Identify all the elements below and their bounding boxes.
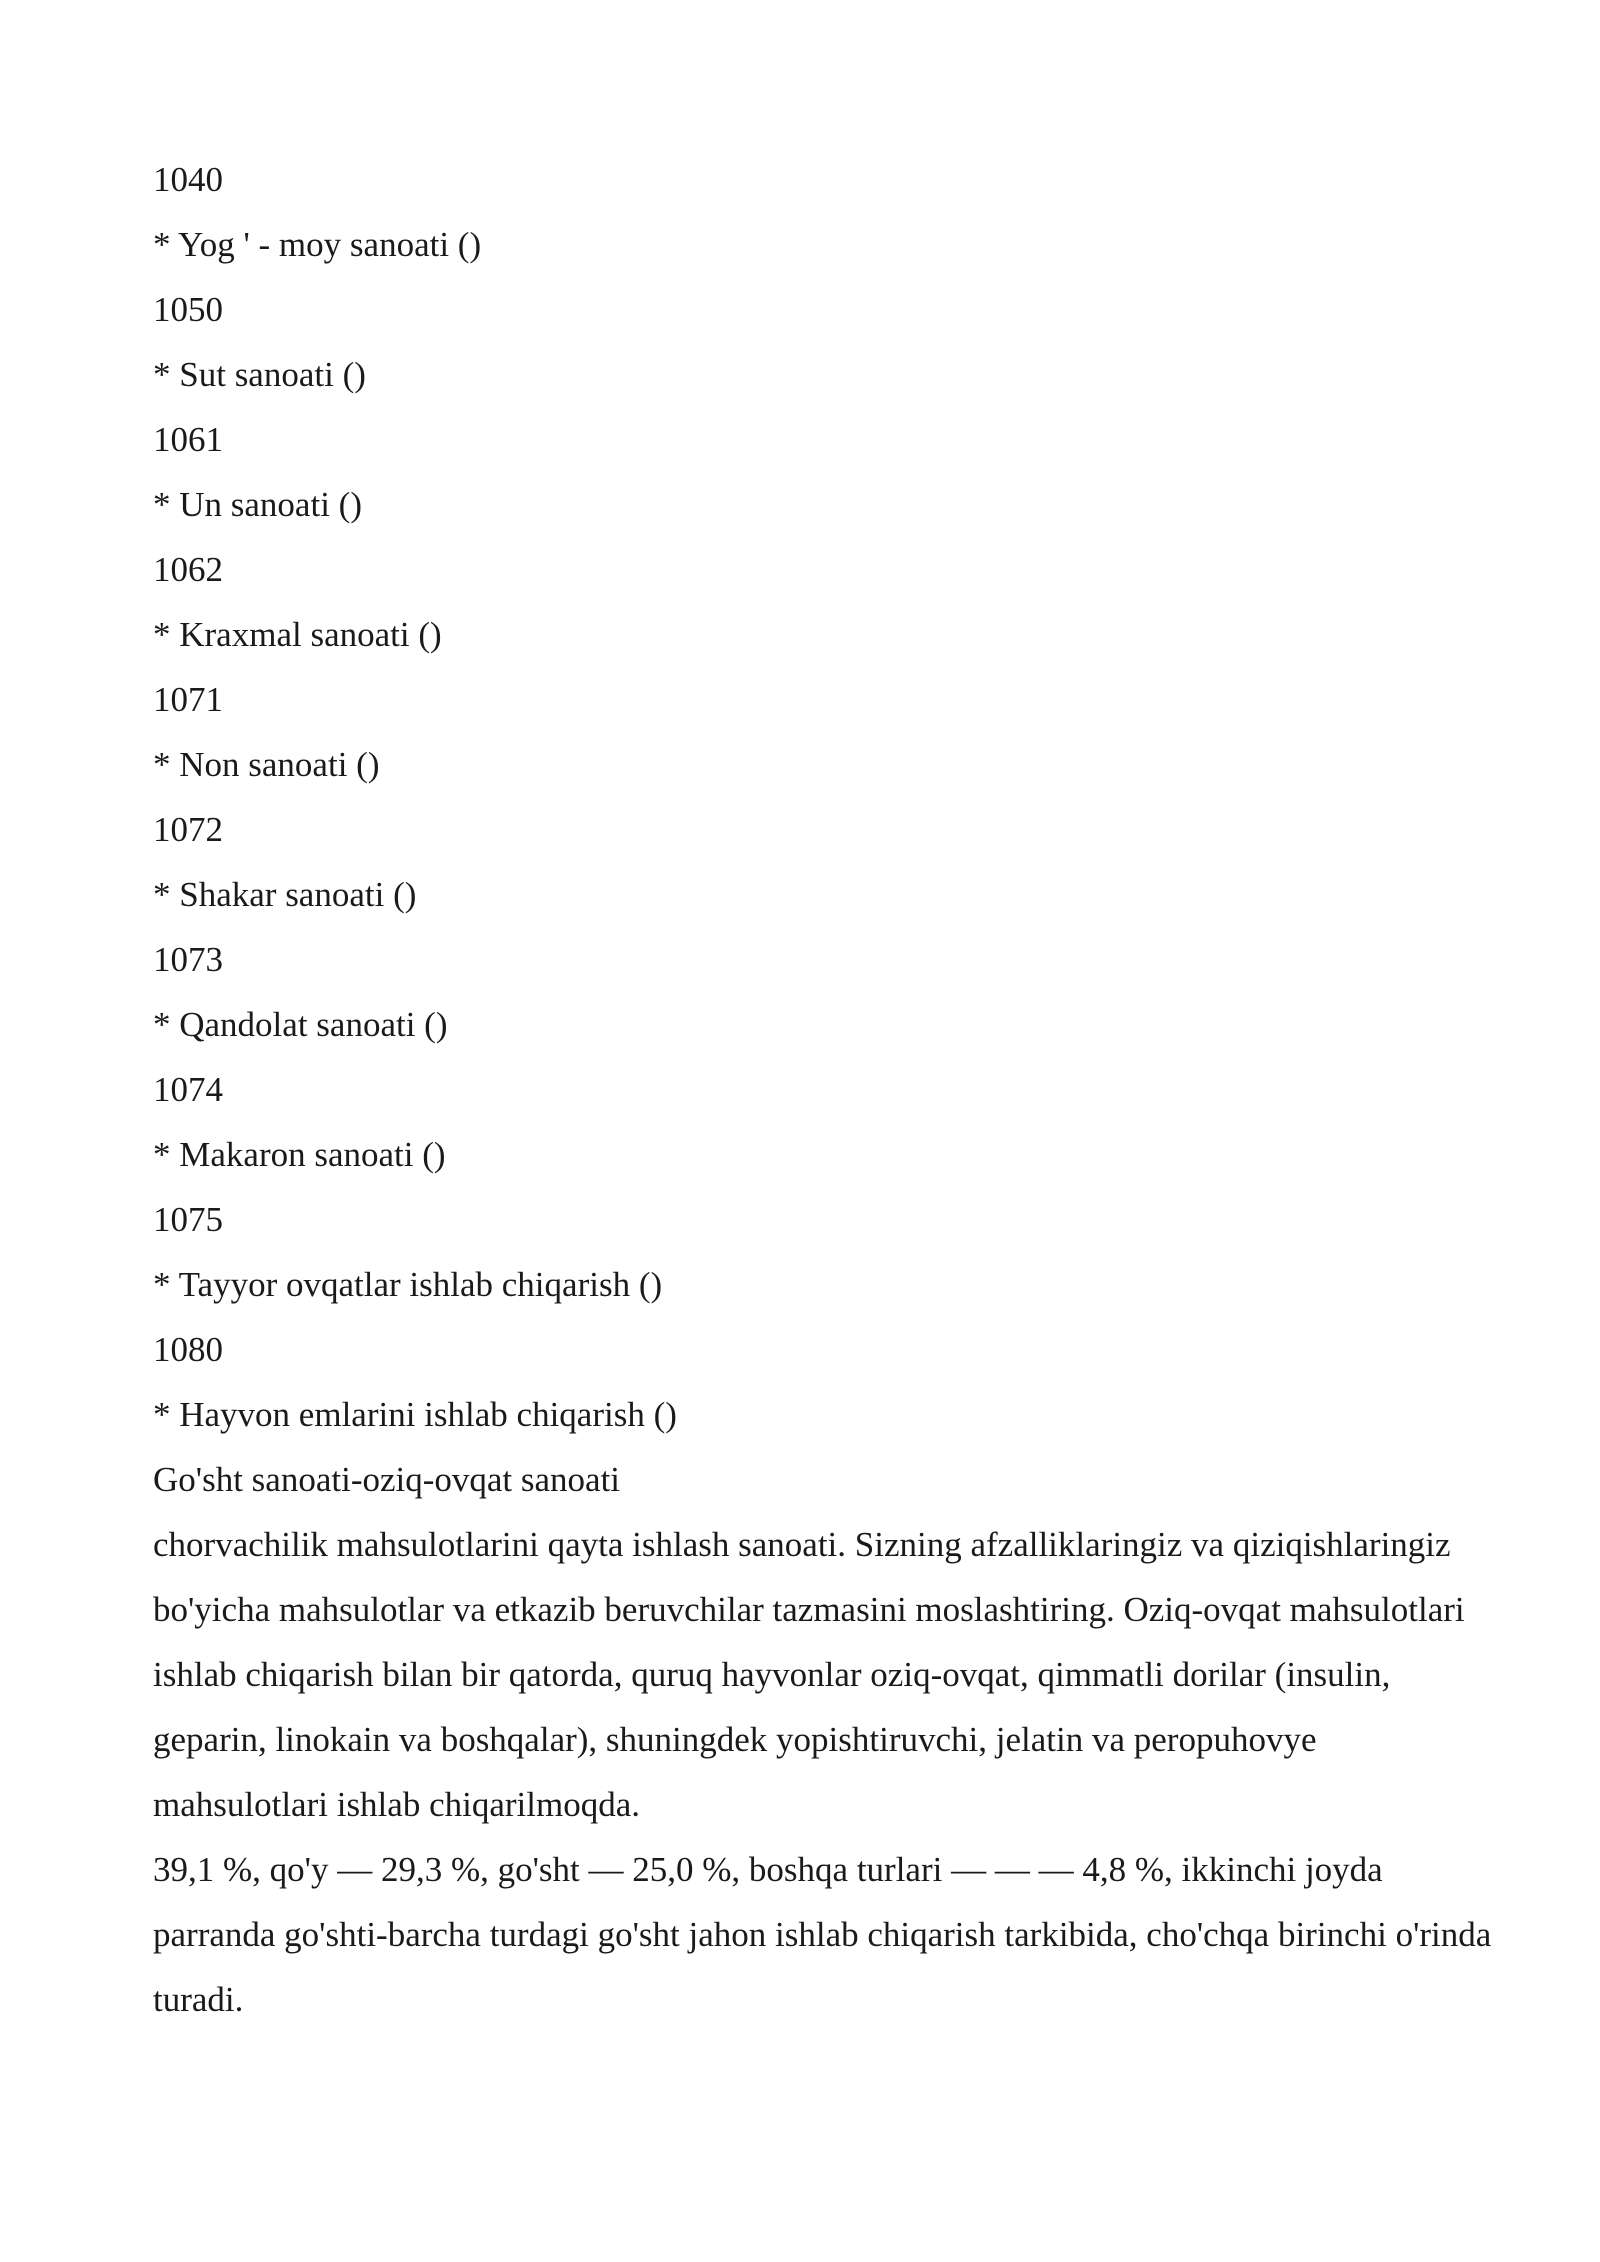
- list-code: 1071: [153, 680, 223, 719]
- list-code: 1062: [153, 550, 223, 589]
- list-item: * Kraxmal sanoati (): [153, 615, 442, 654]
- list-item: * Makaron sanoati (): [153, 1135, 446, 1174]
- list-item: * Hayvon emlarini ishlab chiqarish (): [153, 1395, 677, 1434]
- list-code: 1072: [153, 810, 223, 849]
- list-item: * Qandolat sanoati (): [153, 1005, 448, 1044]
- list-code: 1061: [153, 420, 223, 459]
- list-item: * Shakar sanoati (): [153, 875, 417, 914]
- document-body: [153, 147, 1493, 2032]
- list-item: * Sut sanoati (): [153, 355, 366, 394]
- section-heading: Go'sht sanoati-oziq-ovqat sanoati: [153, 1460, 621, 1499]
- body-paragraph: chorvachilik mahsulotlarini qayta ishlash sanoati. Sizning afzalliklaringiz va qiziqishlaringiz bo'yicha mahsulotlar va etkazib beruvchilar tazmasini moslashtiring. Oziq-ovqat mahsulotlari ishlab chiqarish bilan bir qatorda, quruq hayvonlar oziq-ovqat, qimmatli dorilar (insulin, geparin, linokain va boshqalar), shuningdek yopishtiruvchi, jelatin va peropuhovye mahsulotlari ishlab chiqarilmoqda.: [153, 1525, 1465, 1824]
- body-paragraph: 39,1 %, qo'y — 29,3 %, go'sht — 25,0 %, boshqa turlari — — — 4,8 %, ikkinchi joyda parranda go'shti-barcha turdagi go'sht jahon ishlab chiqarish tarkibida, cho'chqa birinchi o'rinda turadi.: [153, 1850, 1492, 2019]
- list-item: * Un sanoati (): [153, 485, 362, 524]
- list-code: 1040: [153, 160, 223, 199]
- list-code: 1074: [153, 1070, 223, 1109]
- list-code: 1080: [153, 1330, 223, 1369]
- list-item: * Yog ' - moy sanoati (): [153, 225, 482, 264]
- list-item: * Tayyor ovqatlar ishlab chiqarish (): [153, 1265, 663, 1304]
- list-code: 1075: [153, 1200, 223, 1239]
- list-item: * Non sanoati (): [153, 745, 380, 784]
- list-code: 1050: [153, 290, 223, 329]
- list-code: 1073: [153, 940, 223, 979]
